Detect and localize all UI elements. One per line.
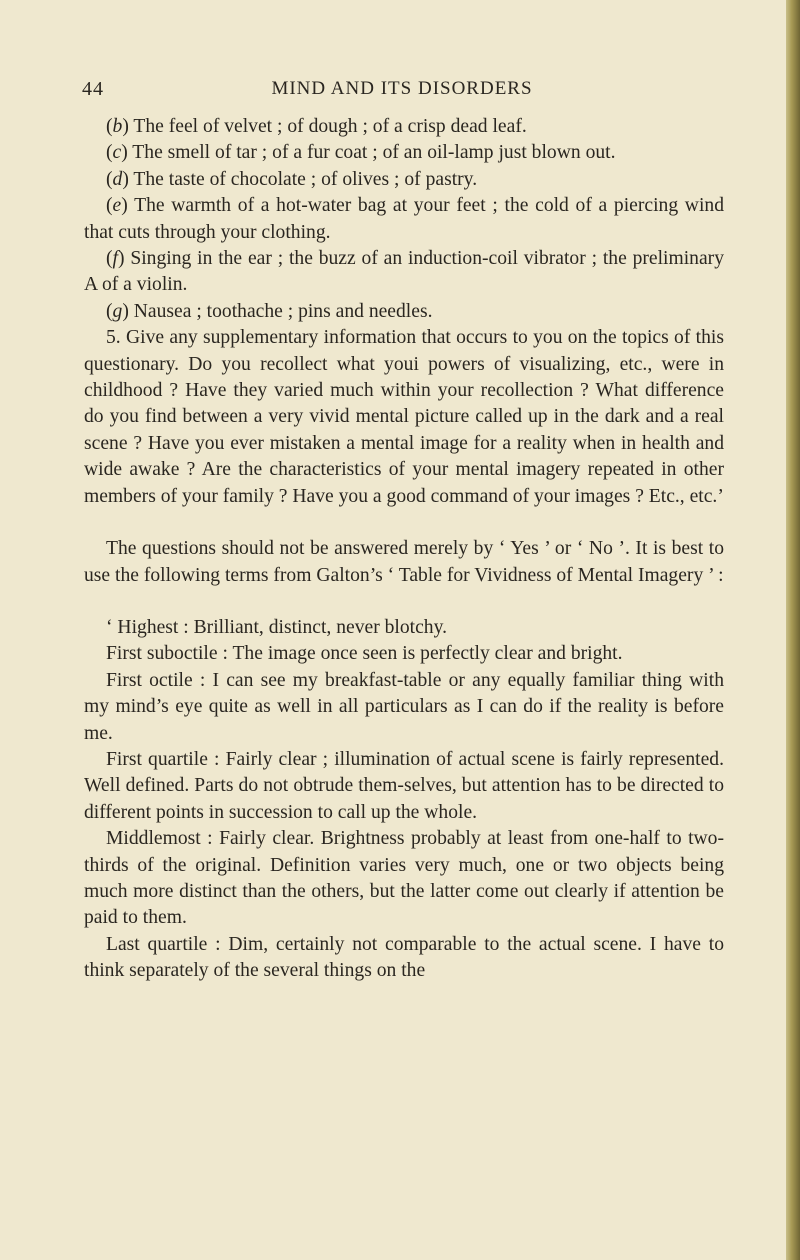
running-title: MIND AND ITS DISORDERS [271, 78, 533, 99]
item-label: d [112, 168, 123, 190]
list-item-d: (d) The taste of chocolate ; of olives ; of pastry. [106, 168, 478, 190]
list-item-c: (c) The smell of tar ; of a fur coat ; of an oil-lamp just blown out. [106, 142, 616, 164]
list-item-e: (e) The warmth of a hot-water bag at your feet ; the cold of a piercing wind that cuts through your clothing. [84, 195, 724, 243]
scale-highest: ‘ Highest : Brilliant, distinct, never blotchy. [106, 616, 448, 638]
item-label: c [112, 142, 122, 164]
item-label: f [112, 248, 118, 270]
page-number: 44 [82, 78, 104, 100]
list-item-b: (b) The feel of velvet ; of dough ; of a crisp dead leaf. [106, 116, 527, 137]
scale-middlemost: Middlemost : Fairly clear. Brightness probably at least from one-half to two-thirds of the original. Definition varies very much, one or two objects being much more distinct than the others, but the latter come out clearly if attention be paid to them. [84, 828, 724, 929]
item-text: Nausea ; toothache ; pins and needles. [128, 300, 433, 322]
page-edge [786, 0, 800, 1260]
running-header [82, 78, 722, 106]
question-5: 5. Give any supplementary information that occurs to you on the topics of this questionary. Do you recollect what youi powers of visualizing, etc., were in childhood ? Have they varied much within your recollection ? What difference do you find between a very vivid mental picture called up in the dark and a real scene ? Have you ever mistaken a mental image for a reality when in health and wide awake ? Are the characteristics of your mental imagery repeated in other members of your family ? Have you a good command of your images ? Etc., etc.’ [84, 327, 724, 507]
list-item-f: (f) Singing in the ear ; the buzz of an induction-coil vibrator ; the preliminary A of a violin. [84, 248, 724, 296]
item-label: b [112, 116, 123, 137]
item-text: The warmth of a hot-water bag at your feet ; the cold of a piercing wind that cuts through your clothing. [84, 195, 724, 243]
instructions-paragraph: The questions should not be answered merely by ‘ Yes ’ or ‘ No ’. It is best to use the following terms from Galton’s ‘ Table for Vividness of Mental Imagery ’ : [84, 538, 724, 586]
list-item-g: (g) Nausea ; toothache ; pins and needles. [106, 300, 433, 322]
body-text [84, 114, 724, 985]
scale-last-quartile: Last quartile : Dim, certainly not comparable to the actual scene. I have to think separately of the several things on the [84, 933, 724, 982]
item-label: e [112, 195, 122, 217]
item-text: The taste of chocolate ; of olives ; of pastry. [128, 168, 478, 190]
scale-first-suboctile: First suboctile : The image once seen is perfectly clear and bright. [106, 643, 623, 665]
item-label: g [112, 300, 123, 322]
scale-first-octile: First octile : I can see my breakfast-table or any equally familiar thing with my mind’s eye quite as well in all particulars as I can do if the reality is before me. [84, 669, 724, 744]
item-text: Singing in the ear ; the buzz of an induction-coil vibrator ; the preliminary A of a violin. [84, 248, 724, 296]
scale-first-quartile: First quartile : Fairly clear ; illumination of actual scene is fairly represented. Well defined. Parts do not obtrude them-selves, but attention has to be directed to different points in succession to call up the whole. [84, 748, 724, 823]
item-text: The smell of tar ; of a fur coat ; of an oil-lamp just blown out. [127, 142, 616, 164]
item-text: The feel of velvet ; of dough ; of a crisp dead leaf. [128, 116, 527, 137]
